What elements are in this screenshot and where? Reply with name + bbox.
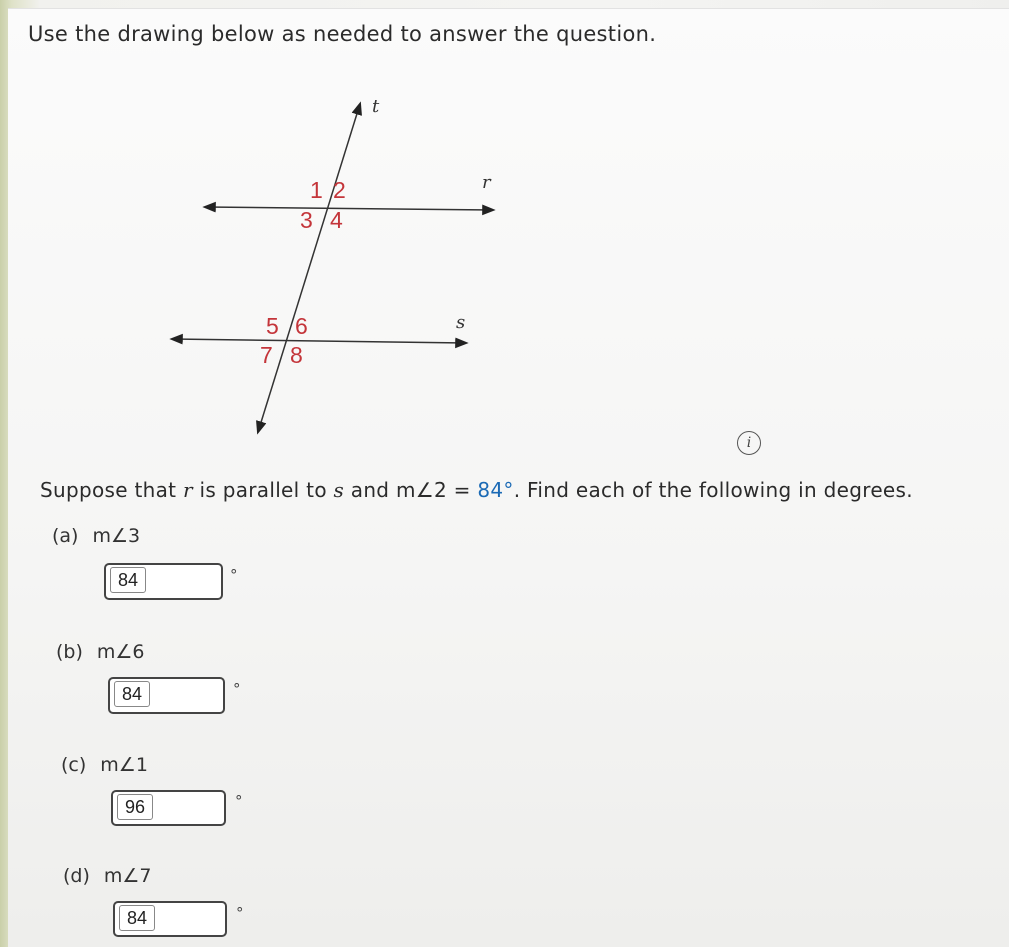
part-b-label [56,641,145,663]
info-icon[interactable]: i [737,431,761,455]
answer-value-d: 84 [119,905,155,931]
answer-value-b: 84 [114,681,150,707]
part-c-angle: m∠1 [100,754,148,776]
label-r: r [482,172,491,193]
answer-input-b[interactable] [108,677,225,714]
line-r [205,207,493,210]
angle-label-6: 6 [295,313,308,339]
part-c-letter: (c) [61,754,87,776]
part-d-label [63,865,152,887]
part-d-angle: m∠7 [103,865,152,887]
transversal-t [258,104,360,432]
part-c-label [61,754,148,776]
angle-label-2: 2 [333,177,346,203]
angle-label-3: 3 [300,207,313,233]
part-a-angle: m∠3 [92,525,141,547]
label-s: s [456,312,466,333]
degree-symbol-c: ° [235,792,243,810]
part-a-letter: (a) [52,525,79,547]
instruction-text: Use the drawing below as needed to answer the question. [28,22,657,46]
prompt-and: and m∠2 = [344,478,478,502]
answer-value-c: 96 [117,794,153,820]
degree-symbol-a: ° [230,566,238,584]
part-b-letter: (b) [56,641,83,663]
parallel-lines-diagram [160,90,520,450]
given-angle-value: 84° [477,478,514,502]
part-d-letter: (d) [63,865,90,887]
answer-input-c[interactable] [111,790,226,826]
line-s [172,339,466,343]
angle-label-1: 1 [310,177,323,203]
answer-input-a[interactable] [104,563,223,600]
answer-value-a: 84 [110,567,146,593]
angle-label-8: 8 [290,342,303,368]
answer-input-d[interactable] [113,901,227,937]
var-r: r [182,478,193,502]
prompt-mid: is parallel to [192,478,334,502]
angle-label-4: 4 [330,207,343,233]
var-s: s [333,478,345,502]
prompt-pre: Suppose that [40,478,183,502]
part-a-label [52,525,140,547]
angle-label-5: 5 [266,313,279,339]
label-t: t [372,96,380,117]
angle-label-7: 7 [260,342,273,368]
prompt-post: . Find each of the following in degrees. [513,478,913,502]
degree-symbol-d: ° [236,904,244,922]
part-b-angle: m∠6 [96,641,145,663]
question-prompt [40,478,913,502]
degree-symbol-b: ° [233,680,241,698]
